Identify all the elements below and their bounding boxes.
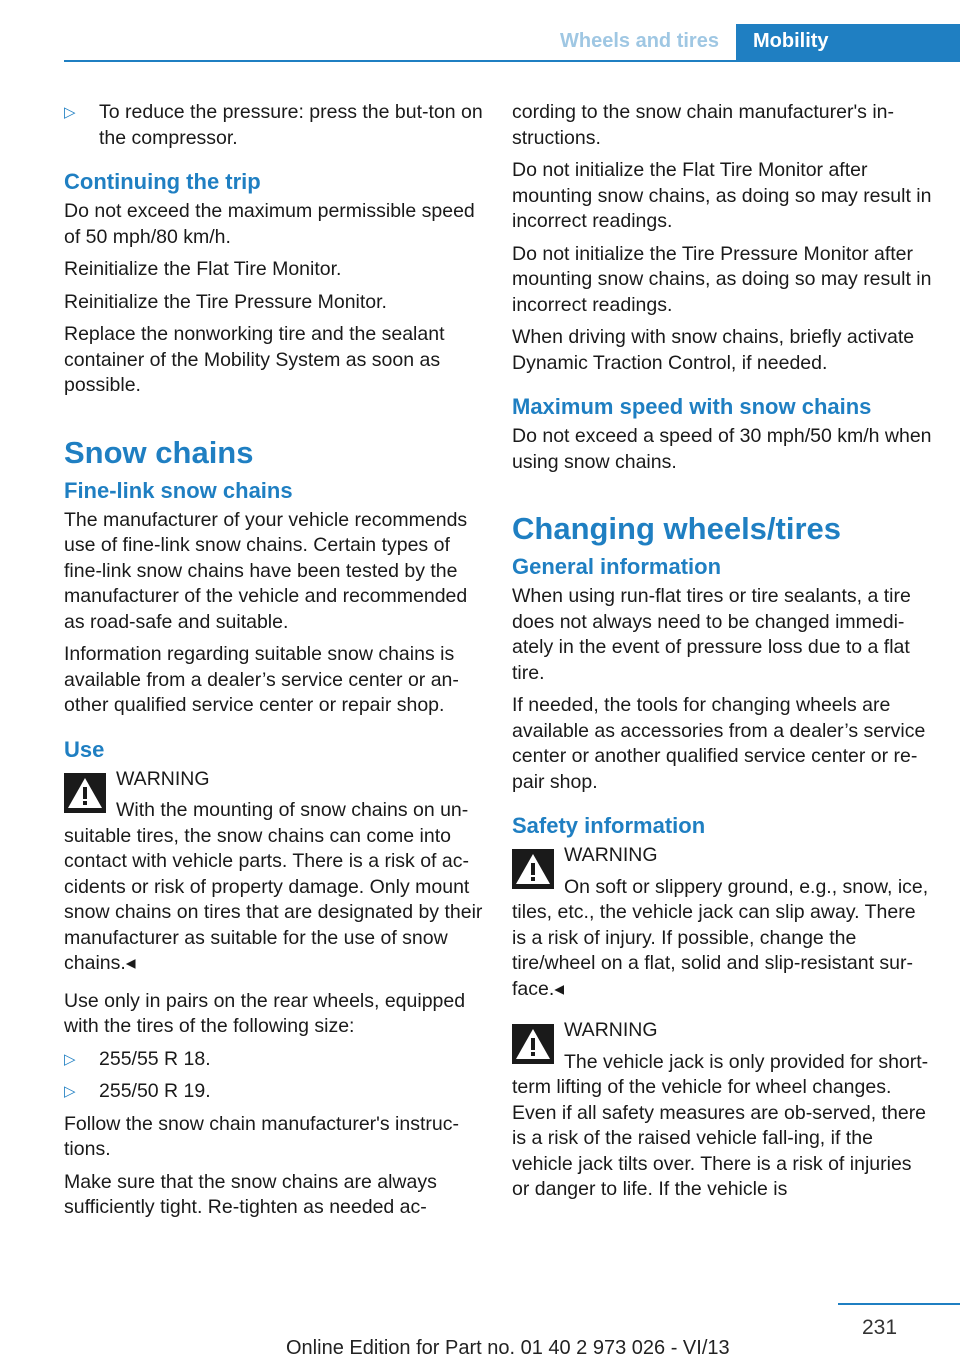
header-chapter-tab (736, 24, 960, 60)
heading-safety-info: Safety information (512, 813, 706, 838)
bullet-triangle-icon: ▷ (64, 1083, 76, 1100)
left-column (64, 100, 484, 1228)
paragraph: When driving with snow chains, briefly activate Dynamic Traction Control, if needed. (512, 326, 915, 374)
warning-block (64, 767, 484, 977)
warning-text: On soft or slippery ground, e.g., snow, ice, tiles, etc., the vehicle jack can slip away. There is a risk of injury. If possible, change the tire/wheel on a flat, solid and slip-resistant sur-face.◂ (512, 875, 929, 1000)
header-section-title: Wheels and tires (560, 30, 719, 52)
header-rule (64, 60, 960, 62)
warning-triangle-icon (512, 849, 554, 889)
warning-triangle-icon (64, 773, 106, 813)
heading-snow-chains: Snow chains (64, 434, 254, 470)
paragraph: Follow the snow chain manufacturer's instruc-tions. (64, 1112, 459, 1160)
list-item (64, 1079, 484, 1105)
warning-block (512, 843, 932, 1002)
bullet-triangle-icon: ▷ (64, 104, 76, 121)
list-item (64, 100, 484, 151)
paragraph: cording to the snow chain manufacturer's in-structions. (512, 101, 895, 149)
list-item-text: To reduce the pressure: press the but-ton on the compressor. (99, 101, 483, 149)
paragraph: When using run-flat tires or tire sealants, a tire does not always need to be changed immedi-ately in the event of pressure loss due to a flat tire. (512, 585, 911, 684)
paragraph: Information regarding suitable snow chains is available from a dealer’s service center or an-other qualified service center or repair shop. (64, 643, 459, 716)
paragraph: Use only in pairs on the rear wheels, equipped with the tires of the following size: (64, 989, 466, 1037)
paragraph: Make sure that the snow chains are always sufficiently tight. Re-tighten as needed ac- (64, 1170, 437, 1218)
bullet-triangle-icon: ▷ (64, 1050, 76, 1068)
warning-block (512, 1018, 932, 1203)
paragraph: Do not exceed a speed of 30 mph/50 km/h when using snow chains. (512, 425, 932, 473)
page-number: 231 (862, 1316, 898, 1339)
list-item-text: 255/50 R 19. (99, 1080, 211, 1102)
warning-title: WARNING (564, 1019, 658, 1041)
heading-general-info: General information (512, 554, 722, 579)
paragraph: Reinitialize the Tire Pressure Monitor. (64, 290, 387, 313)
footer-rule (838, 1303, 960, 1305)
warning-title: WARNING (116, 767, 210, 790)
heading-changing-wheels: Changing wheels/tires (512, 511, 842, 546)
header-chapter-label: Mobility (753, 30, 829, 52)
paragraph: Replace the nonworking tire and the sealant container of the Mobility System as soon as possible. (64, 323, 445, 396)
page-header (0, 0, 960, 62)
list-item (64, 1047, 484, 1073)
warning-triangle-icon (512, 1024, 554, 1064)
right-column (512, 100, 932, 1210)
list-item-text: 255/55 R 18. (99, 1047, 211, 1070)
warning-title: WARNING (564, 844, 658, 866)
warning-text: With the mounting of snow chains on un-suitable tires, the snow chains can come into contact with vehicle parts. There is a risk of ac-cidents or risk of property damage. Only mount snow chains on tires that are designated by their manufacturer as suitable for the use of snow chains.◂ (64, 799, 483, 974)
heading-continuing-trip: Continuing the trip (64, 169, 261, 194)
paragraph: Do not initialize the Tire Pressure Monitor after mounting snow chains, as doing so may result in incorrect readings. (512, 242, 932, 316)
footer-edition: Online Edition for Part no. 01 40 2 973 026 - VI/13 (286, 1337, 730, 1359)
paragraph: Do not exceed the maximum permissible speed of 50 mph/80 km/h. (64, 200, 475, 248)
paragraph: The manufacturer of your vehicle recommends use of fine-link snow chains. Certain types of fine-link snow chains have been tested by the manufacturer of the vehicle and recommended as road-safe and suitable. (64, 508, 468, 633)
heading-max-speed: Maximum speed with snow chains (512, 394, 872, 419)
heading-use: Use (64, 736, 105, 762)
paragraph: Do not initialize the Flat Tire Monitor after mounting snow chains, as doing so may result in incorrect readings. (512, 159, 932, 232)
warning-text: The vehicle jack is only provided for short-term lifting of the vehicle for wheel changes. Even if all safety measures are ob-served, there is a risk of the raised vehicle fall-ing, if the vehicle jack tilts over. There is a risk of injuries or danger to life. If the vehicle is (512, 1050, 929, 1200)
paragraph: Reinitialize the Flat Tire Monitor. (64, 258, 342, 280)
paragraph: If needed, the tools for changing wheels are available as accessories from a dealer’s service center or another qualified service center or re-pair shop. (512, 694, 926, 793)
heading-fine-link: Fine-link snow chains (64, 477, 293, 503)
